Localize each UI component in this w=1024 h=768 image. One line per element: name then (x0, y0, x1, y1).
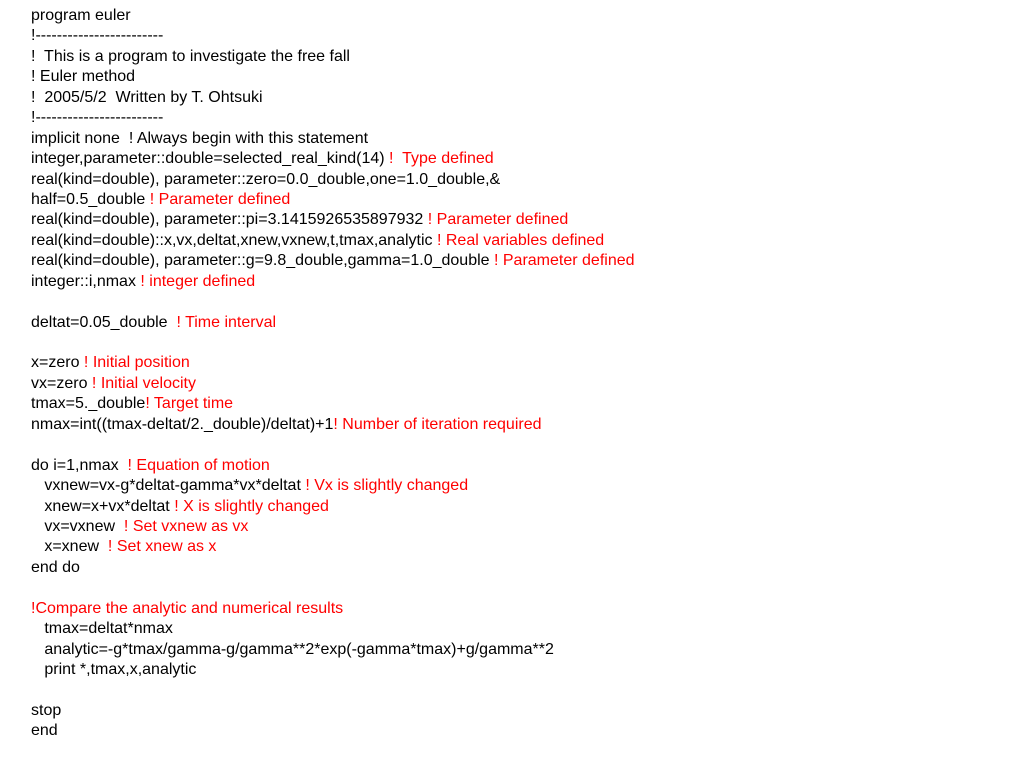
code-comment: ! Real variables defined (436, 231, 605, 249)
code-text: stop (31, 701, 62, 719)
code-line (31, 170, 1011, 190)
code-text: !------------------------ (31, 27, 164, 45)
code-comment: ! Number of iteration required (333, 415, 542, 433)
code-comment: ! Time interval (176, 313, 277, 331)
code-comment: !Compare the analytic and numerical results (31, 599, 344, 617)
code-comment: ! Initial velocity (91, 374, 196, 392)
code-text: x=xnew (31, 538, 108, 556)
code-comment: ! Initial position (83, 354, 190, 372)
code-text: program euler (31, 7, 131, 24)
code-text: tmax=deltat*nmax (31, 620, 173, 638)
code-text: integer::i,nmax (31, 272, 141, 290)
code-line (31, 619, 1011, 639)
code-line (31, 476, 1011, 496)
code-text: end (31, 722, 58, 740)
code-comment: ! Set vxnew as vx (123, 517, 249, 535)
code-line (31, 517, 1011, 537)
code-comment: ! Parameter defined (427, 211, 569, 229)
code-line (31, 210, 1011, 230)
code-line (31, 26, 1011, 46)
code-line (31, 88, 1011, 108)
code-line (31, 701, 1011, 721)
code-line (31, 313, 1011, 333)
code-text: ! This is a program to investigate the free fall (31, 47, 350, 65)
code-text: ! Euler method (31, 68, 136, 86)
code-line (31, 129, 1011, 149)
code-text: print *,tmax,x,analytic (31, 661, 197, 678)
code-text: real(kind=double), parameter::pi=3.1415926535897932 (31, 211, 428, 229)
code-line (31, 374, 1011, 394)
code-line (31, 435, 1011, 455)
code-line (31, 333, 1011, 353)
code-comment: ! Type defined (389, 150, 494, 168)
code-line (31, 578, 1011, 598)
code-text: real(kind=double)::x,vx,deltat,xnew,vxnew,t,tmax,analytic (31, 231, 437, 249)
code-text: real(kind=double), parameter::zero=0.0_double,one=1.0_double,& (31, 170, 501, 188)
code-text: ! 2005/5/2 Written by T. Ohtsuki (31, 88, 263, 106)
code-comment: ! Equation of motion (127, 456, 270, 474)
code-text: xnew=x+vx*deltat (31, 497, 175, 515)
code-line (31, 640, 1011, 660)
code-line (31, 721, 1011, 741)
code-comment: ! X is slightly changed (174, 497, 329, 515)
code-line (31, 108, 1011, 128)
code-text: vxnew=vx-g*deltat-gamma*vx*deltat (31, 477, 306, 495)
code-line (31, 47, 1011, 67)
code-line (31, 456, 1011, 476)
code-text: vx=zero (31, 374, 92, 392)
code-comment: ! Vx is slightly changed (305, 477, 469, 495)
code-line (31, 231, 1011, 251)
code-text: end do (31, 558, 80, 576)
code-line (31, 6, 1011, 26)
code-text: !------------------------ (31, 109, 164, 127)
code-line (31, 394, 1011, 414)
code-line (31, 537, 1011, 557)
code-line (31, 680, 1011, 700)
code-text: deltat=0.05_double (31, 313, 177, 331)
code-line (31, 67, 1011, 87)
code-line (31, 149, 1011, 169)
source-code-listing (31, 6, 1011, 742)
code-line (31, 660, 1011, 680)
code-line (31, 190, 1011, 210)
code-text: analytic=-g*tmax/gamma-g/gamma**2*exp(-gamma*tmax)+g/gamma**2 (31, 640, 554, 658)
code-comment: ! integer defined (140, 272, 256, 290)
code-comment: ! Set xnew as x (107, 538, 217, 556)
code-line (31, 558, 1011, 578)
code-text: nmax=int((tmax-deltat/2._double)/deltat)+1 (31, 415, 334, 433)
code-text: real(kind=double), parameter::g=9.8_double,gamma=1.0_double (31, 252, 494, 270)
code-text: half=0.5_double (31, 190, 150, 208)
code-text: x=zero (31, 354, 84, 372)
code-text: tmax=5._double (31, 395, 146, 413)
code-comment: ! Parameter defined (493, 252, 635, 270)
code-line (31, 599, 1011, 619)
code-line (31, 497, 1011, 517)
code-comment: ! Parameter defined (149, 190, 291, 208)
code-text: implicit none ! Always begin with this statement (31, 129, 369, 147)
code-line (31, 272, 1011, 292)
code-line (31, 353, 1011, 373)
code-line (31, 292, 1011, 312)
code-text: integer,parameter::double=selected_real_kind(14) (31, 150, 390, 168)
code-comment: ! Target time (145, 395, 234, 413)
code-line (31, 251, 1011, 271)
code-line (31, 415, 1011, 435)
code-text: do i=1,nmax (31, 456, 128, 474)
code-text: vx=vxnew (31, 517, 124, 535)
